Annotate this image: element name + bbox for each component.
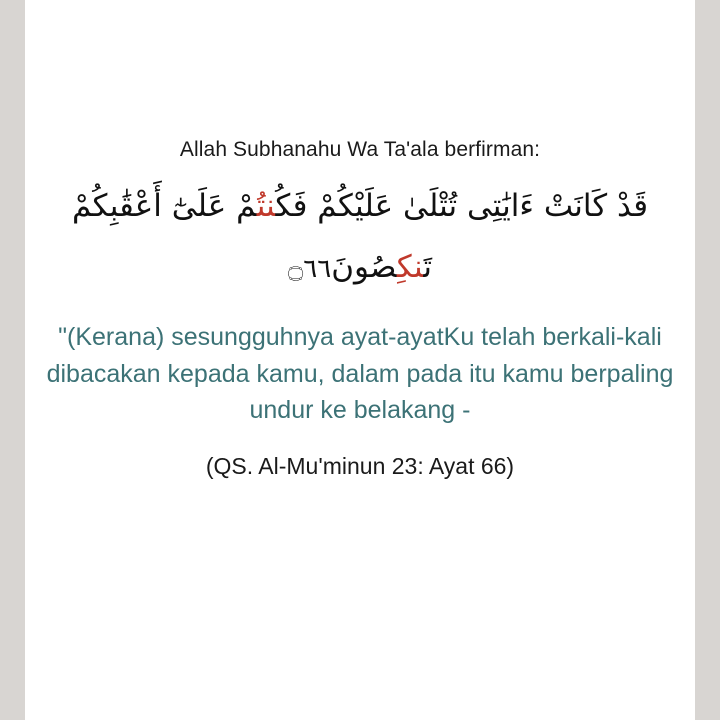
translation-text: "(Kerana) sesungguhnya ayat-ayatKu telah berkali-kali dibacakan kepada kamu, dalam pada itu kamu berpaling undur ke belakang - bbox=[46, 323, 674, 425]
arabic-line-2-part-2: صُونَ bbox=[331, 249, 397, 286]
arabic-verse bbox=[40, 177, 680, 297]
ayah-number-marker: ۝٦٦ bbox=[288, 254, 332, 285]
intro-text: Allah Subhanahu Wa Ta'ala berfirman: bbox=[179, 138, 541, 161]
arabic-line-1-part-2: مْ عَلَىٰٓ أَعْقَٰبِكُمْ bbox=[71, 188, 257, 225]
verse-reference: (QS. Al-Mu'minun 23: Ayat 66) bbox=[205, 452, 515, 479]
arabic-line-2 bbox=[40, 238, 680, 297]
arabic-line-2-highlight: نكِ bbox=[396, 249, 424, 286]
arabic-line-1 bbox=[40, 177, 680, 236]
verse-card bbox=[25, 0, 695, 720]
arabic-line-1-part-1: قَدْ كَانَتْ ءَايَٰتِى تُتْلَىٰ عَلَيْكُمْ فَكُ bbox=[275, 188, 649, 225]
arabic-line-2-part-1: تَ bbox=[423, 249, 432, 286]
arabic-line-1-highlight: نتُ bbox=[256, 188, 276, 225]
